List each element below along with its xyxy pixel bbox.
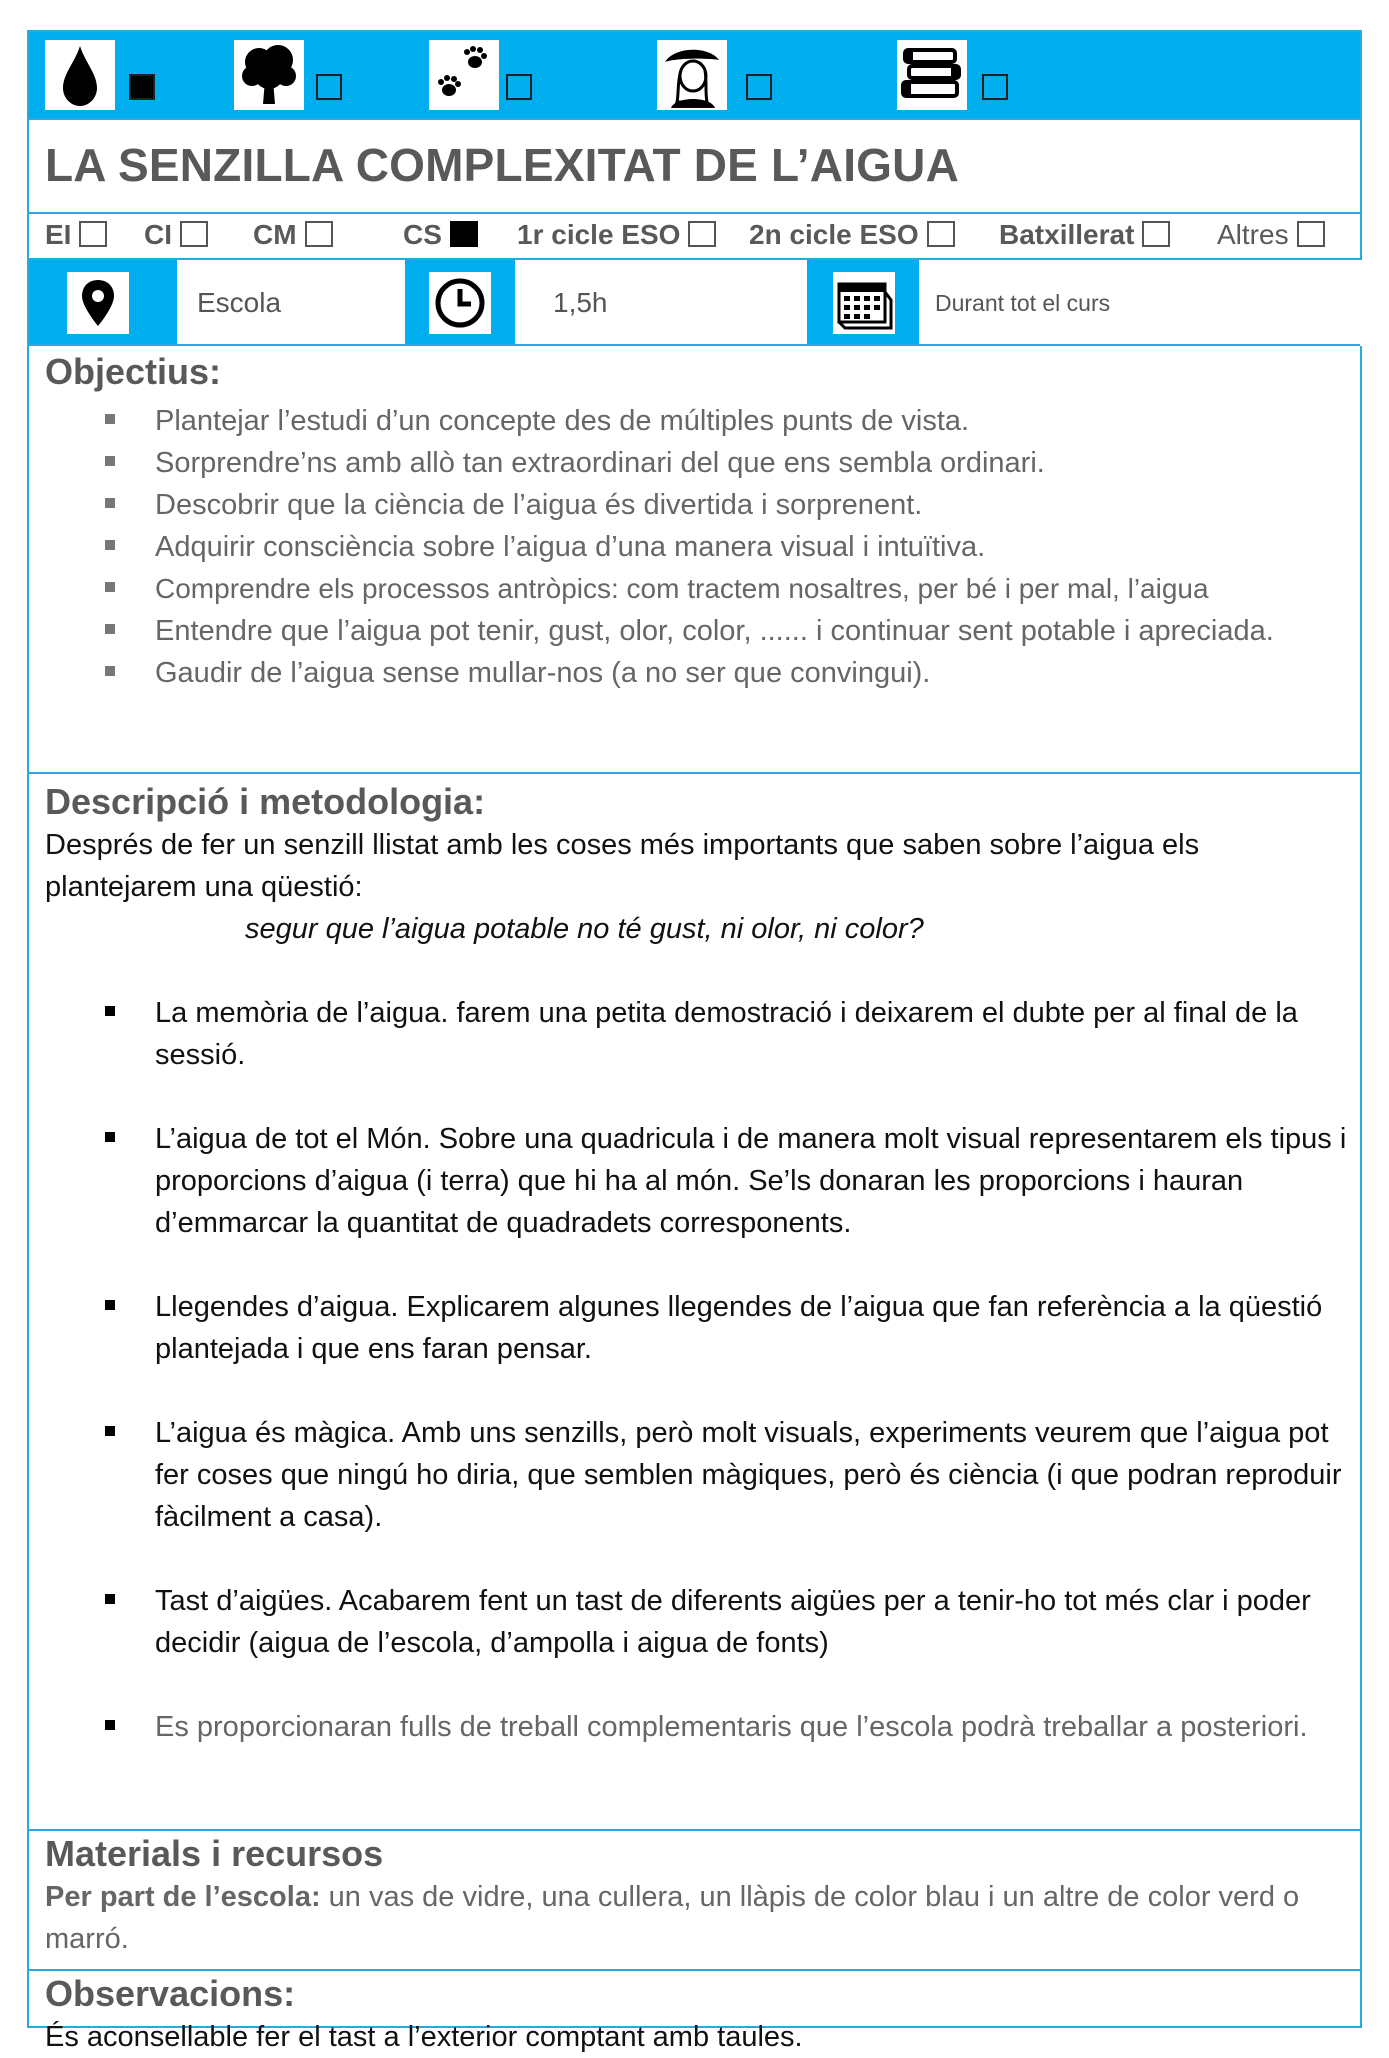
observations-heading: Observacions: [45, 1973, 296, 2014]
level-batxillerat[interactable]: Batxillerat [999, 218, 1170, 252]
schedule-value: Durant tot el curs [935, 290, 1111, 316]
location-pin-icon [67, 272, 129, 334]
description-section [29, 780, 1360, 1830]
schedule-value-cell [919, 260, 1364, 346]
list-item: Sorprendre’ns amb allò tan extraordinari del que ens sembla ordinari. [155, 442, 1345, 484]
people-checkbox[interactable] [746, 74, 772, 100]
duration-cell [405, 260, 515, 346]
description-heading: Descripció i metodologia: [45, 781, 486, 822]
observations-section [29, 1972, 1360, 2053]
list-item: Tast d’aigües. Acabarem fent un tast de diferents aigües per a tenir-ho tot més clar i poder decidir (aigua de l’escola, d’ampolla i aigua de fonts) [155, 1580, 1355, 1664]
description-intro: Després de fer un senzill llistat amb les coses més importants que saben sobre l’aigua els plantejarem una qüestió: [45, 829, 1200, 903]
activity-sheet [27, 30, 1362, 2053]
list-item: Gaudir de l’aigua sense mullar-nos (a no ser que convingui). [155, 652, 1345, 694]
level-cm[interactable]: CM [253, 218, 333, 252]
calendar-icon [833, 272, 895, 334]
list-item: Adquirir consciència sobre l’aigua d’una manera visual i intuïtiva. [155, 526, 1345, 568]
schedule-cell [807, 260, 919, 346]
materials-text: Per part de l’escola: un vas de vidre, una cullera, un llàpis de color blau i un altre de color verd o marró. [45, 1881, 1300, 1955]
location-cell [29, 260, 177, 346]
level-cs[interactable]: CS [403, 218, 478, 252]
list-item: Es proporcionaran fulls de treball complementaris que l’escola podrà treballar a posteriori. [155, 1706, 1355, 1748]
list-item: L’aigua de tot el Món. Sobre una quadricula i de manera molt visual representarem els tipus i proporcions d’aigua (i terra) que hi ha al món. Se’ls donaran les proporcions i hauran d’emmarcar la quantitat de quadradets corresponents. [155, 1118, 1355, 1244]
list-item: L’aigua és màgica. Amb uns senzills, però molt visuals, experiments veurem que l’aigua pot fer coses que ningú ho diria, que semblen màgiques, però és ciència (i que podran reproduir fàcilment a casa). [155, 1412, 1355, 1538]
list-item: Comprendre els processos antròpics: com tractem nosaltres, per bé i per mal, l’aigua [155, 568, 1345, 610]
list-item: Llegendes d’aigua. Explicarem algunes llegendes de l’aigua que fan referència a la qüestió plantejada i que ens faran pensar. [155, 1286, 1355, 1370]
level-ci[interactable]: CI [144, 218, 208, 252]
materials-lead: Per part de l’escola: [45, 1881, 321, 1913]
objectives-section [29, 350, 1360, 770]
duration-value-cell [515, 260, 807, 346]
list-item: Plantejar l’estudi d’un concepte des de múltiples punts de vista. [155, 400, 1345, 442]
list-item: Descobrir que la ciència de l’aigua és divertida i sorprenent. [155, 484, 1345, 526]
activity-title: LA SENZILLA COMPLEXITAT DE L’AIGUA [45, 139, 959, 191]
objectives-list [155, 400, 1345, 694]
description-question: segur que l’aigua potable no té gust, ni olor, ni color? [245, 913, 924, 945]
books-icon [897, 40, 967, 110]
methodology-list [155, 992, 1355, 1748]
place-cell [177, 260, 405, 346]
clock-icon [429, 272, 491, 334]
list-item: La memòria de l’aigua. farem una petita demostració i deixarem el dubte per al final de la sessió. [155, 992, 1355, 1076]
person-portrait-icon [657, 40, 727, 110]
tree-icon [234, 40, 304, 110]
materials-heading: Materials i recursos [45, 1833, 384, 1874]
duration-value: 1,5h [553, 287, 608, 318]
level-ei[interactable]: EI [45, 218, 107, 252]
animals-checkbox[interactable] [506, 74, 532, 100]
books-checkbox[interactable] [982, 74, 1008, 100]
observations-text: És aconsellable fer el tast a l’exterior comptant amb taules. [45, 2021, 803, 2053]
water-checkbox[interactable] [129, 74, 155, 100]
list-item: Entendre que l’aigua pot tenir, gust, olor, color, ...... i continuar sent potable i apreciada. [155, 610, 1345, 652]
nature-checkbox[interactable] [316, 74, 342, 100]
objectives-heading: Objectius: [45, 351, 222, 392]
category-icon-bar [29, 32, 1360, 118]
place-value: Escola [197, 287, 282, 318]
info-row [29, 260, 1360, 346]
materials-section [29, 1832, 1360, 1970]
education-levels [29, 212, 1360, 258]
level-1r-cicle-eso[interactable]: 1r cicle ESO [517, 218, 716, 252]
level-2n-cicle-eso[interactable]: 2n cicle ESO [749, 218, 955, 252]
water-drop-icon [45, 40, 115, 110]
level-altres[interactable]: Altres [1217, 218, 1325, 252]
paw-prints-icon [429, 40, 499, 110]
